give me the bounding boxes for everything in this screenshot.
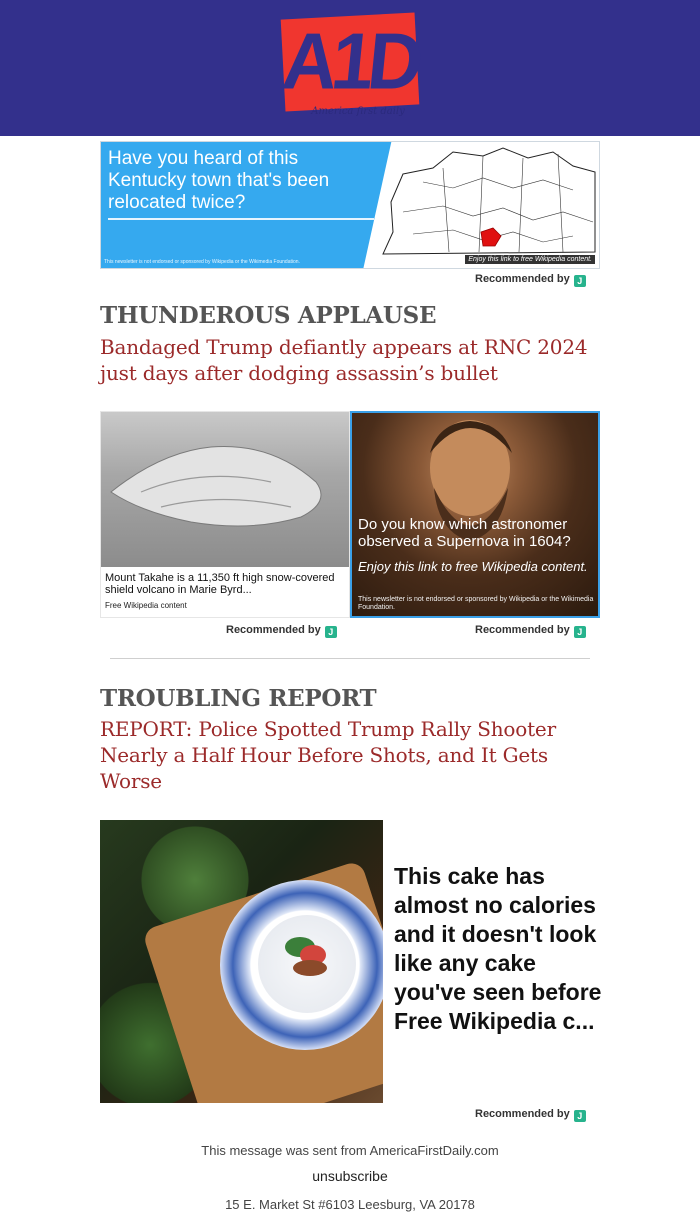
- recommended-by-link[interactable]: [226, 624, 337, 638]
- portrait-face-icon: [352, 413, 598, 616]
- story-headline-link[interactable]: REPORT: Police Spotted Trump Rally Shooter Nearly a Half Hour Before Shots, and It Gets Worse: [100, 717, 556, 793]
- cake-garnish: [293, 960, 327, 976]
- footer-sent-notice: This message was sent from AmericaFirstDaily.com: [201, 1143, 499, 1158]
- j-badge-icon: J: [574, 275, 586, 287]
- map-outline-icon: [363, 142, 599, 269]
- recommended-label: Recommended by: [475, 273, 570, 285]
- j-badge-icon: J: [574, 626, 586, 638]
- ad-underline: [108, 218, 374, 220]
- footer-address: 15 E. Market St #6103 Leesburg, VA 20178: [225, 1197, 475, 1212]
- ad-headline: Have you heard of this Kentucky town that's been relocated twice?: [108, 148, 330, 213]
- volcano-card[interactable]: [100, 411, 350, 618]
- ad-enjoy-label: Enjoy this link to free Wikipedia content.: [465, 255, 595, 264]
- volcano-shape-icon: [101, 412, 349, 567]
- story-kicker: THUNDEROUS APPLAUSE: [100, 302, 437, 329]
- recommended-by-link[interactable]: [475, 1108, 586, 1122]
- recommended-label: Recommended by: [475, 624, 570, 636]
- astronomer-disclaimer: This newsletter is not endorsed or sponsored by Wikipedia or the Wikimedia Foundation.: [358, 596, 594, 611]
- recommended-by-link[interactable]: [475, 624, 586, 638]
- volcano-image: [101, 412, 349, 567]
- astronomer-card[interactable]: [350, 411, 600, 618]
- logo-text: A1D: [278, 16, 422, 107]
- cake-image[interactable]: [100, 820, 383, 1103]
- j-badge-icon: J: [325, 626, 337, 638]
- astronomer-enjoy: Enjoy this link to free Wikipedia content.: [358, 559, 588, 574]
- recommended-label: Recommended by: [226, 624, 321, 636]
- volcano-card-text: Mount Takahe is a 11,350 ft high snow-covered shield volcano in Marie Byrd...: [105, 572, 335, 596]
- volcano-card-source: Free Wikipedia content: [105, 601, 187, 610]
- a1d-logo[interactable]: [278, 16, 422, 117]
- j-badge-icon: J: [574, 1110, 586, 1122]
- header-bar: [0, 0, 700, 136]
- kentucky-map-image: [363, 142, 599, 269]
- story-headline-link[interactable]: Bandaged Trump defiantly appears at RNC 2024 just days after dodging assassin’s bullet: [100, 335, 588, 385]
- section-divider: [110, 658, 590, 659]
- ad-disclaimer: This newsletter is not endorsed or sponsored by Wikipedia or the Wikimedia Foundation.: [104, 259, 300, 265]
- logo-tagline: America first daily: [311, 106, 405, 117]
- astronomer-portrait-image: [352, 413, 598, 616]
- recommended-by-link[interactable]: [475, 273, 586, 287]
- story-kicker: TROUBLING REPORT: [100, 685, 377, 712]
- recommended-label: Recommended by: [475, 1108, 570, 1120]
- unsubscribe-link[interactable]: unsubscribe: [312, 1168, 388, 1184]
- cake-ad-text[interactable]: This cake has almost no calories and it doesn't look like any cake you've seen before Free Wikipedia c...: [394, 863, 602, 1034]
- kentucky-ad-banner[interactable]: [100, 141, 600, 269]
- astronomer-question: Do you know which astronomer observed a Supernova in 1604?: [358, 516, 571, 550]
